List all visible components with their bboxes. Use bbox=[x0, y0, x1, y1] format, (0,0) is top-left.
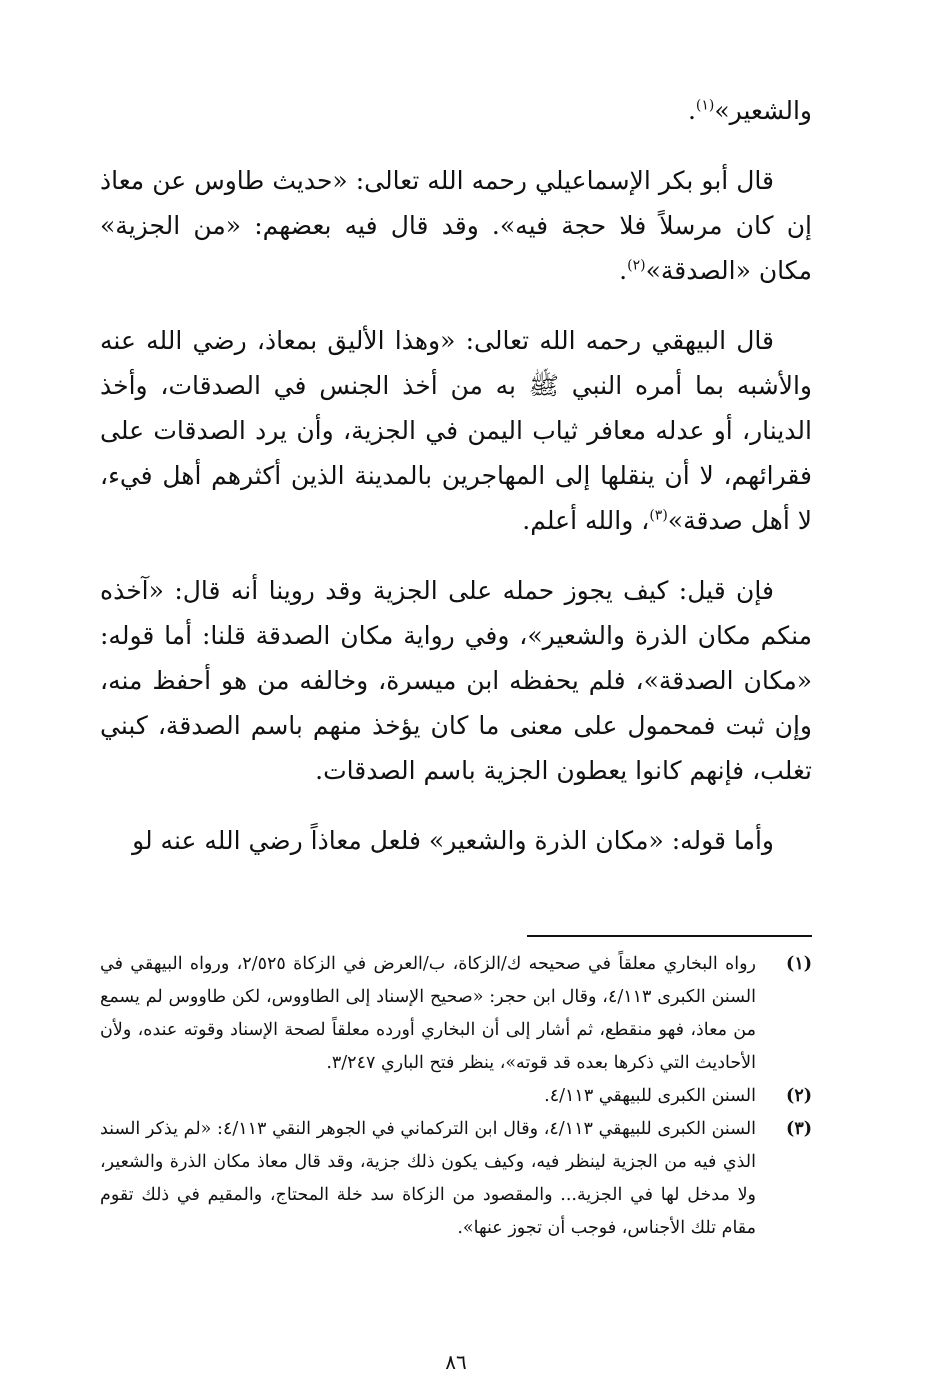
footnote-1 bbox=[100, 948, 812, 1080]
footnote-text: السنن الكبرى للبيهقي ٤/١١٣. bbox=[544, 1086, 756, 1106]
footnote-ref-3: (٣) bbox=[649, 507, 668, 524]
footnote-ref-2: (٢) bbox=[627, 257, 646, 274]
footnote-3 bbox=[100, 1113, 812, 1245]
footnote-text: السنن الكبرى للبيهقي ٤/١١٣، وقال ابن التركماني في الجوهر النقي ٤/١١٣: «لم يذكر السند الذي فيه من الجزية لينظر فيه، وكيف يكون ذلك جزية، وقد قال معاذ مكان الذرة والشعير، ولا مدخل لها في الجزية... والمقصود من الزكاة سد خلة المحتاج، والمقيم في ذلك تقوم مقام تلك الأجناس، فوجب أن تجوز عنها». bbox=[100, 1119, 757, 1238]
footnote-2 bbox=[100, 1080, 812, 1113]
page-number: ٨٦ bbox=[445, 1350, 467, 1374]
page bbox=[100, 88, 813, 1374]
paragraph-2-text: قال أبو بكر الإسماعيلي رحمه الله تعالى: «حديث طاوس عن معاذ إن كان مرسلاً فلا حجة فيه». وقد قال فيه بعضهم: «من الجزية» مكان «الصدقة» bbox=[100, 166, 812, 285]
main-text bbox=[100, 88, 812, 863]
paragraph-2-tail: . bbox=[619, 256, 628, 285]
paragraph-5: وأما قوله: «مكان الذرة والشعير» فلعل معاذاً رضي الله عنه لو bbox=[132, 826, 774, 855]
paragraph-2 bbox=[100, 158, 812, 293]
footnote-text: رواه البخاري معلقاً في صحيحه ك/الزكاة، ب/العرض في الزكاة ٢/٥٢٥، ورواه البيهقي في السنن الكبرى ٤/١١٣، وقال ابن حجر: «صحيح الإسناد إلى الطاووس، لكن طاووس لم يسمع من معاذ، فهو منقطع، ثم أشار إلى أن البخاري أورده معلقاً لصحة الإسناد وقوته عنده، ولأن الأحاديث التي ذكرها بعده قد قوته»، ينظر فتح الباري ٣/٢٤٧. bbox=[100, 954, 757, 1073]
paragraph-3-tail: ، والله أعلم. bbox=[522, 506, 650, 535]
paragraph-3 bbox=[100, 318, 812, 543]
paragraph-3-text: قال البيهقي رحمه الله تعالى: «وهذا الأليق بمعاذ، رضي الله عنه والأشبه بما أمره النبي ﷺ به من أخذ الجنس في الصدقات، وأخذ الدينار، أو عدله معافر ثياب اليمن في الجزية، وأن يرد الصدقات على فقرائهم، لا أن ينقلها إلى المهاجرين بالمدينة الذين أكثرهم أهل فيء، لا أهل صدقة» bbox=[100, 326, 812, 535]
footnote-ref-1: (١) bbox=[695, 97, 715, 114]
paragraph-1 bbox=[100, 88, 812, 133]
footnote-separator bbox=[527, 935, 812, 937]
footnote-number: (٣) bbox=[786, 1119, 812, 1139]
paragraph-4: فإن قيل: كيف يجوز حمله على الجزية وقد روينا أنه قال: «آخذه منكم مكان الذرة والشعير»، وفي رواية مكان الصدقة قلنا: أما قوله: «مكان الصدقة»، فلم يحفظه ابن ميسرة، وخالفه من هو أحفظ منه، وإن ثبت فمحمول على معنى ما كان يؤخذ منهم باسم الصدقة، كبني تغلب، فإنهم كانوا يعطون الجزية باسم الصدقات. bbox=[100, 576, 813, 785]
paragraph-1-tail: . bbox=[687, 96, 696, 125]
paragraph-1-text: والشعير» bbox=[714, 96, 812, 125]
footnote-number: (٢) bbox=[786, 1086, 812, 1106]
footnotes bbox=[100, 948, 812, 1245]
footnote-number: (١) bbox=[786, 954, 812, 974]
